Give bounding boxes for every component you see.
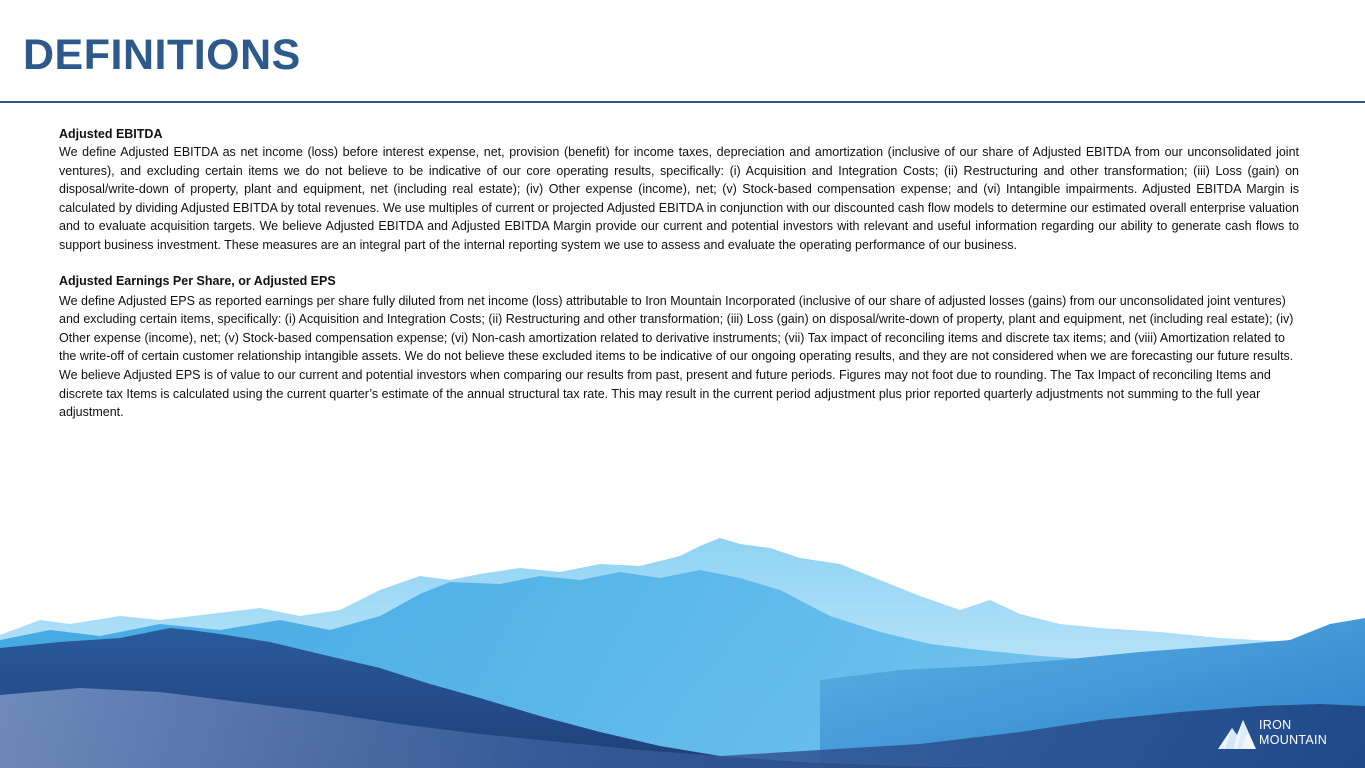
page-title: DEFINITIONS — [23, 31, 301, 79]
definitions-content — [59, 126, 1299, 422]
logo-line-2: MOUNTAIN — [1259, 733, 1328, 747]
definition-adjusted-eps — [59, 273, 1299, 422]
logo-line-1: IRON — [1259, 718, 1292, 732]
title-divider — [0, 101, 1365, 103]
logo-wordmark — [1259, 718, 1327, 748]
section-heading: Adjusted EBITDA — [59, 127, 163, 141]
section-body: We define Adjusted EPS as reported earnings per share fully diluted from net income (loss) attributable to Iron Mountain Incorporated (inclusive of our share of adjusted losses (gains) from our unconsolidated joint ventures) and excluding certain items, specifically: (i) Acquisition and Integration Costs; (ii) Restructuring and other transformation; (iii) Loss (gain) on disposal/write-down of property, plant and equipment, net (including real estate); (iv) Other expense (income), net; (v) Stock-based compensation expense; (vi) Non-cash amortization related to derivative instruments; (vii) Tax impact of reconciling items and discrete tax items; and (viii) Amortization related to the write-off of certain customer relationship intangible assets. We do not believe these excluded items to be indicative of our ongoing operating results, and they are not considered when we are forecasting our future results. We believe Adjusted EPS is of value to our current and potential investors when comparing our results from past, present and future periods. Figures may not foot due to rounding. The Tax Impact of reconciling Items and discrete tax Items is calculated using the current quarter’s estimate of the annual structural tax rate. This may result in the current period adjustment plus prior reported quarterly adjustments not summing to the full year adjustment. — [59, 293, 1294, 420]
definition-adjusted-ebitda — [59, 126, 1299, 255]
section-heading: Adjusted Earnings Per Share, or Adjusted EPS — [59, 273, 336, 288]
iron-mountain-logo — [1216, 716, 1346, 754]
mountain-landscape-illustration — [0, 520, 1365, 768]
section-body: We define Adjusted EBITDA as net income (loss) before interest expense, net, provision (benefit) for income taxes, depreciation and amortization (inclusive of our share of Adjusted EBITDA from our unconsolidated joint ventures), and excluding certain items we do not believe to be indicative of our core operating results, specifically: (i) Acquisition and Integration Costs; (ii) Restructuring and other transformation; (iii) Loss (gain) on disposal/write-down of property, plant and equipment, net (including real estate); (iv) Other expense (income), net; (v) Stock-based compensation expense; and (vi) Intangible impairments. Adjusted EBITDA Margin is calculated by dividing Adjusted EBITDA by total revenues. We use multiples of current or projected Adjusted EBITDA in conjunction with our discounted cash flow models to determine our estimated overall enterprise valuation and to evaluate acquisition targets. We believe Adjusted EBITDA and Adjusted EBITDA Margin provide our current and potential investors with relevant and useful information regarding our ability to generate cash flows to support business investment. These measures are an integral part of the internal reporting system we use to assess and evaluate the operating performance of our business. — [59, 145, 1299, 252]
mountain-logo-icon — [1216, 716, 1258, 752]
